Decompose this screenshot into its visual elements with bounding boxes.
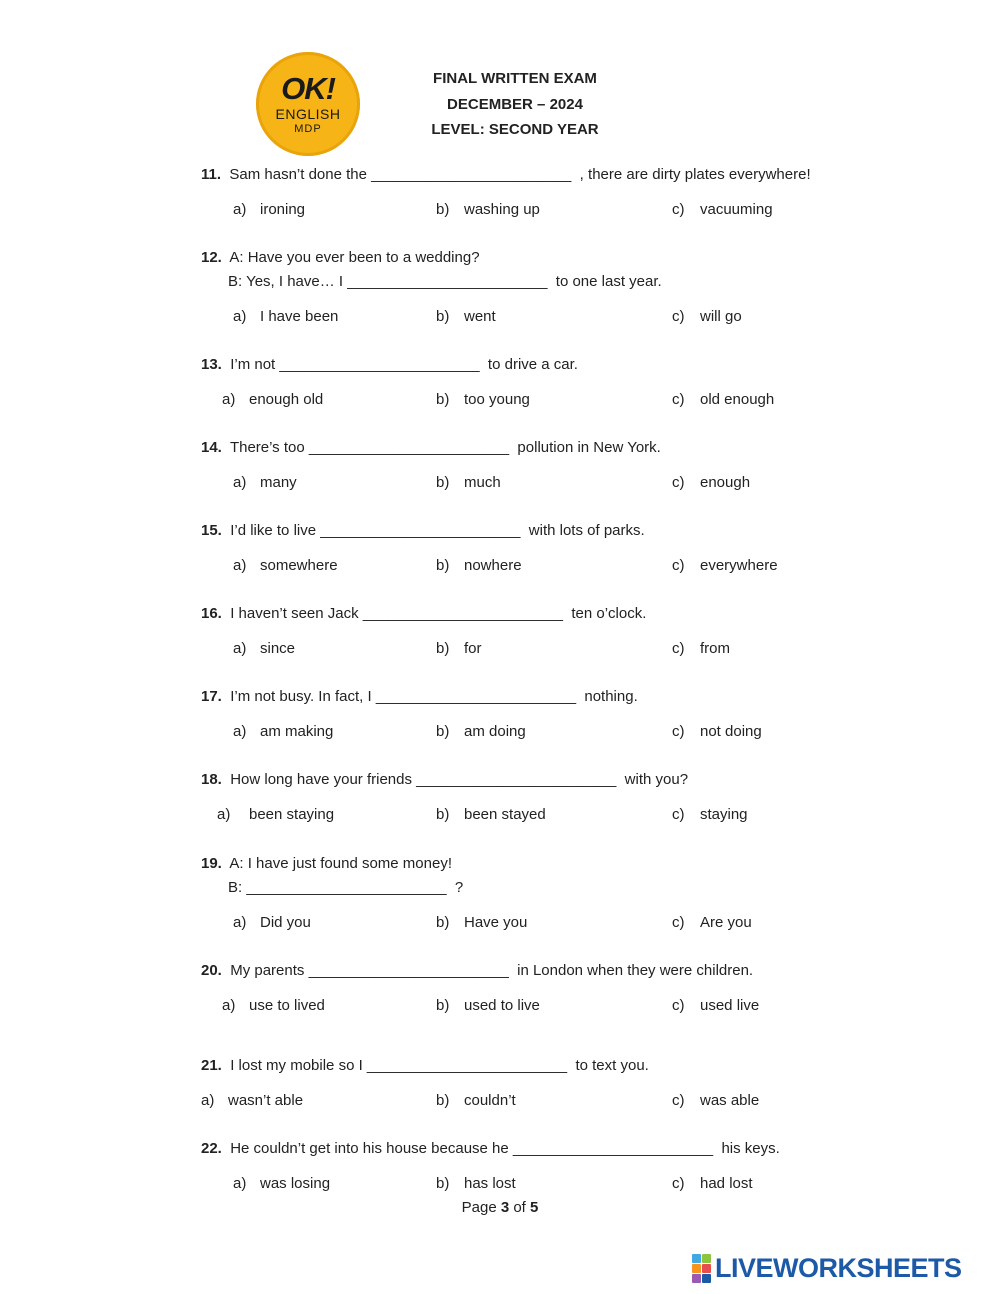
question-12 [201,248,480,268]
option-label: b) [436,474,450,491]
question-number: 20. [201,962,222,979]
option-text[interactable]: used live [700,997,760,1014]
page-total: 5 [530,1199,539,1216]
option-label: b) [436,997,450,1014]
question-text: He couldn’t get into his house because he ________________________ his keys. [230,1140,780,1157]
option-text[interactable]: use to lived [249,997,325,1014]
exam-header [390,66,640,143]
question-11 [201,165,811,185]
option-text[interactable]: many [260,474,297,491]
question-19 [201,854,452,874]
option-text[interactable]: will go [700,308,742,325]
option-label: c) [672,391,685,408]
question-20 [201,961,753,981]
page-current: 3 [500,1199,510,1216]
option-label: a) [233,474,247,491]
option-label: a) [233,557,247,574]
option-text[interactable]: was able [700,1092,760,1109]
question-number: 13. [201,356,222,373]
page-number [0,1198,1000,1218]
option-label: a) [233,201,247,218]
logo-english-text: ENGLISH [275,106,341,122]
option-text[interactable]: for [464,640,482,657]
question-text: I’d like to live ________________________ with lots of parks. [230,522,645,539]
option-text[interactable]: too young [464,391,530,408]
exam-date: DECEMBER – 2024 [447,95,583,113]
question-15 [201,521,645,541]
option-label: a) [233,914,247,931]
option-label: a) [233,723,247,740]
question-18 [201,770,688,790]
question-22 [201,1139,780,1159]
liveworksheets-wordmark: LIVEWORKSHEETS [715,1253,962,1283]
option-text[interactable]: staying [700,806,748,823]
option-label: b) [436,557,450,574]
option-text[interactable]: somewhere [260,557,338,574]
option-text[interactable]: I have been [260,308,339,325]
option-text[interactable]: much [464,474,501,491]
option-label: b) [436,1092,450,1109]
logo-mdp-text: MDP [294,123,322,135]
option-label: b) [436,1175,450,1192]
option-text[interactable]: been stayed [464,806,546,823]
question-13 [201,355,578,375]
question-number: 12. [201,249,222,266]
option-text[interactable]: since [260,640,296,657]
question-text: There’s too ________________________ pollution in New York. [229,439,661,456]
option-label: c) [672,723,685,740]
option-text[interactable]: not doing [700,723,762,740]
option-text[interactable]: Did you [260,914,311,931]
option-text[interactable]: been staying [249,806,335,823]
option-text[interactable]: ironing [260,201,306,218]
option-label: b) [436,201,450,218]
ok-english-logo [256,52,360,156]
question-text-line2: B: Yes, I have… I ________________________ to one last year. [228,273,662,290]
option-label: c) [672,997,685,1014]
option-text[interactable]: old enough [700,391,775,408]
question-21 [201,1056,649,1076]
question-text: Sam hasn’t done the ________________________ , there are dirty plates everywhere! [229,166,811,183]
option-label: b) [436,914,450,931]
liveworksheets-brand [692,1253,962,1283]
question-text: I’m not busy. In fact, I ________________________ nothing. [230,688,638,705]
option-label: b) [436,640,450,657]
option-text[interactable]: went [464,308,496,325]
question-number: 17. [201,688,222,705]
question-text: I’m not ________________________ to drive a car. [230,356,578,373]
option-label: c) [672,557,685,574]
option-label: a) [233,1175,247,1192]
option-label: b) [436,391,450,408]
option-label: c) [672,914,685,931]
exam-title: FINAL WRITTEN EXAM [433,70,597,87]
logo-ok-text: OK! [281,71,335,106]
option-label: c) [672,1092,685,1109]
page-of: of [509,1199,531,1216]
question-text: A: Have you ever been to a wedding? [229,249,480,266]
option-text[interactable]: Are you [700,914,752,931]
question-number: 19. [201,855,222,872]
option-label: b) [436,308,450,325]
question-number: 21. [201,1057,222,1074]
option-label: b) [436,723,450,740]
option-label: c) [672,1175,685,1192]
option-text[interactable]: had lost [700,1175,753,1192]
option-label: b) [436,806,450,823]
question-text: My parents ________________________ in London when they were children. [230,962,754,979]
option-label: c) [672,308,685,325]
option-label: a) [233,308,247,325]
question-16 [201,604,646,624]
option-label: a) [222,997,236,1014]
option-text[interactable]: Have you [464,914,528,931]
option-text[interactable]: was losing [260,1175,331,1192]
page-prefix: Page [461,1199,501,1216]
question-number: 18. [201,771,222,788]
question-number: 22. [201,1140,222,1157]
option-text[interactable]: everywhere [700,557,778,574]
question-number: 14. [201,439,222,456]
question-number: 16. [201,605,222,622]
option-text[interactable]: washing up [464,201,540,218]
option-text[interactable]: from [700,640,730,657]
question-text: I lost my mobile so I ________________________ to text you. [230,1057,649,1074]
option-label: c) [672,474,685,491]
option-label: c) [672,806,685,823]
question-17 [201,687,638,707]
exam-level: LEVEL: SECOND YEAR [431,121,599,138]
option-label: a) [217,806,231,823]
question-text: I haven’t seen Jack ________________________ ten o’clock. [230,605,647,622]
option-text[interactable]: am doing [464,723,526,740]
option-text[interactable]: am making [260,723,334,740]
option-text[interactable]: used to live [464,997,540,1014]
option-text[interactable]: enough [700,474,751,491]
option-label: c) [672,640,685,657]
liveworksheets-logo-icon [692,1254,711,1283]
question-14 [201,438,661,458]
option-text[interactable]: enough old [249,391,324,408]
option-text[interactable]: has lost [464,1175,516,1192]
option-label: c) [672,201,685,218]
question-text: A: I have just found some money! [229,855,452,872]
question-number: 11. [201,166,222,183]
option-text[interactable]: wasn’t able [228,1092,304,1109]
option-text[interactable]: nowhere [464,557,522,574]
option-text[interactable]: vacuuming [700,201,773,218]
question-text-line2: B: ________________________ ? [228,879,464,896]
option-label: a) [201,1092,215,1109]
question-number: 15. [201,522,222,539]
question-text: How long have your friends ________________________ with you? [230,771,689,788]
option-label: a) [233,640,247,657]
option-label: a) [222,391,236,408]
option-text[interactable]: couldn’t [464,1092,516,1109]
